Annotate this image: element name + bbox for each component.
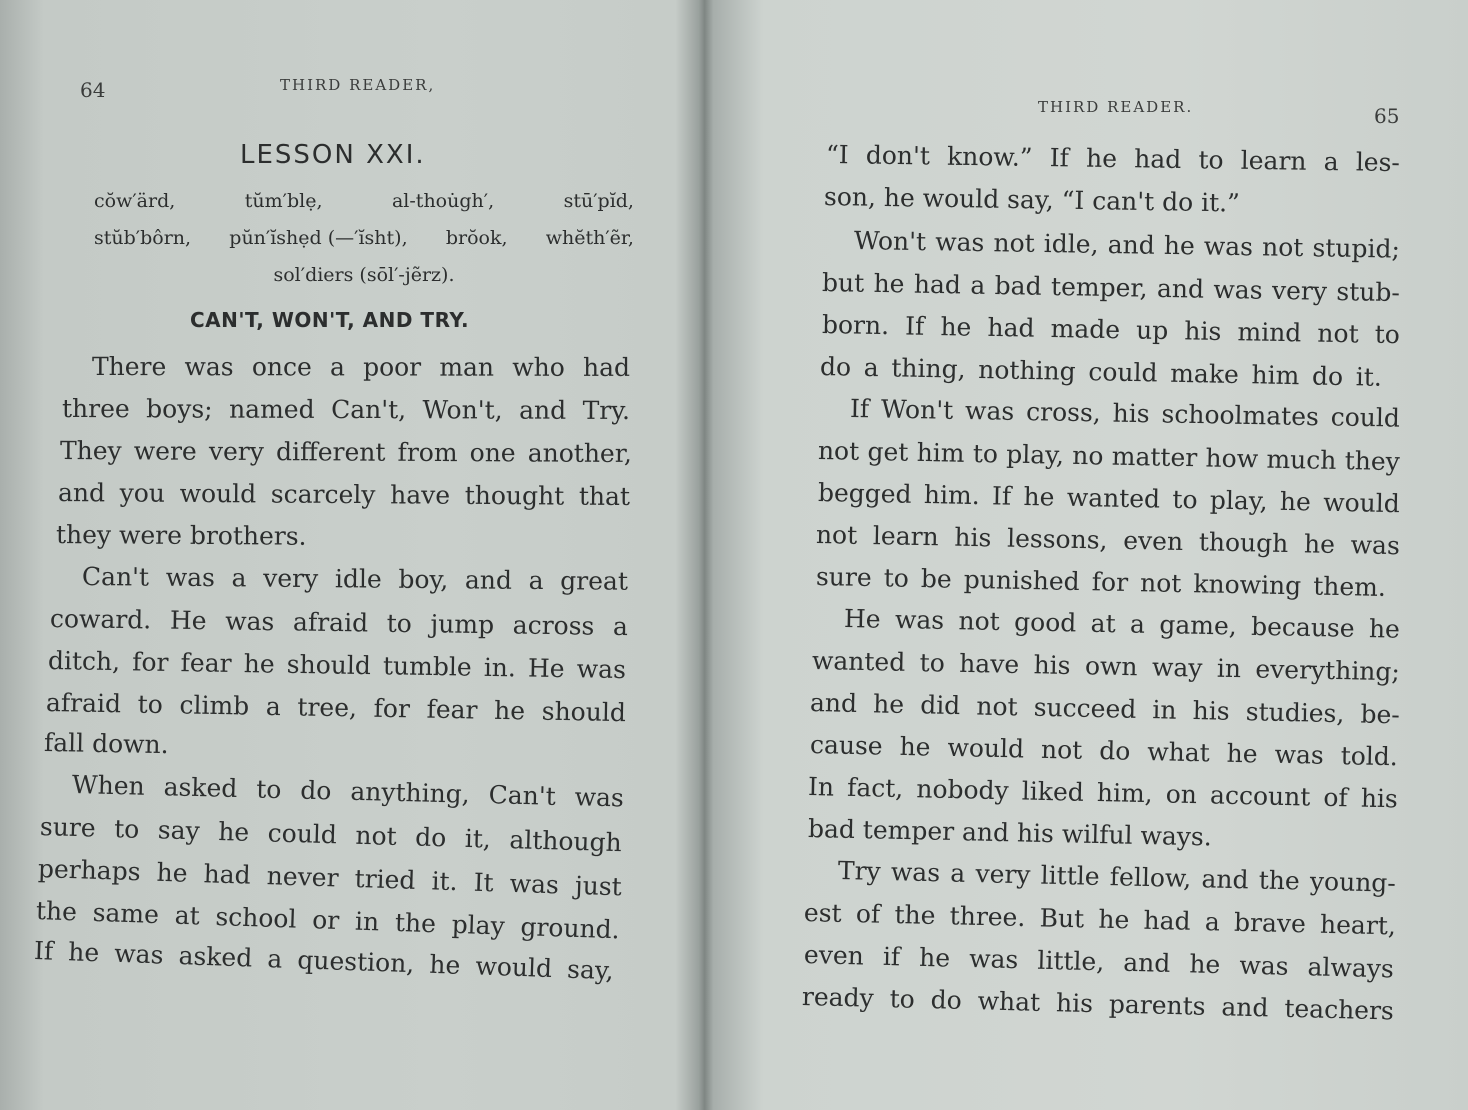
vocabulary-row — [94, 190, 634, 212]
vocab-word: pŭn′ĭshẹd (—′ĭsht), — [229, 227, 408, 249]
text-line: do a thing, nothing could make him do it. — [819, 352, 1383, 392]
text-line: If Won't was cross, his schoolmates could — [849, 394, 1401, 433]
vocab-word: cŏw′ärd, — [94, 190, 176, 212]
text-line: sure to be punished for not knowing them. — [815, 562, 1387, 602]
text-line: and he did not succeed in his studies, be- — [809, 688, 1401, 730]
text-line: They were very different from one another, — [59, 436, 633, 468]
text-line: Try was a very little fellow, and the young- — [837, 856, 1397, 898]
text-line: begged him. If he wanted to play, he would — [817, 478, 1401, 519]
text-line: and you would scarcely have thought that — [57, 478, 631, 511]
text-line: afraid to climb a tree, for fear he should — [45, 688, 627, 728]
text-line: three boys; named Can't, Won't, and Try. — [61, 394, 631, 425]
vocab-word: brŏok, — [445, 227, 508, 249]
text-line: “I don't know.” If he had to learn a les- — [825, 140, 1401, 178]
text-line: In fact, nobody liked him, on account of his — [807, 772, 1399, 814]
text-line: cause he would not do what he was told. — [809, 730, 1399, 772]
text-line: ready to do what his parents and teachers — [801, 982, 1395, 1026]
text-line: est of the three. But he had a brave heart, — [803, 898, 1397, 941]
text-line: not get him to play, no matter how much they — [817, 436, 1401, 477]
page-number: 64 — [80, 78, 106, 102]
text-line: ditch, for fear he should tumble in. He was — [47, 646, 627, 685]
text-line: the same at school or in the play ground. — [35, 896, 621, 945]
text-line: sure to say he could not do it, although — [39, 812, 623, 858]
running-head: THIRD READER. — [1038, 98, 1194, 116]
vocabulary-row — [94, 264, 634, 286]
lesson-title: LESSON XXI. — [240, 140, 426, 170]
left-page — [0, 0, 700, 1110]
vocab-word: sol′diers (sōl′-jẽrz). — [273, 264, 455, 286]
vocab-word: al-thou̇gh′, — [391, 190, 495, 212]
text-line: not learn his lessons, even though he was — [815, 520, 1401, 561]
text-line: wanted to have his own way in everything; — [811, 646, 1401, 687]
text-line: bad temper and his wilful ways. — [807, 814, 1213, 852]
text-line: He was not good at a game, because he — [843, 604, 1401, 644]
text-line: perhaps he had never tried it. It was just — [37, 854, 623, 902]
text-line: even if he was little, and he was always — [803, 940, 1395, 984]
text-line: born. If he had made up his mind not to — [821, 310, 1401, 350]
text-line: they were brothers. — [55, 520, 307, 551]
vocab-word: stū′pĭd, — [563, 190, 634, 212]
vocabulary-row — [94, 227, 634, 249]
text-line: coward. He was afraid to jump across a — [49, 604, 629, 642]
text-line: There was once a poor man who had — [91, 352, 631, 382]
running-head: THIRD READER, — [280, 76, 436, 94]
story-title: CAN'T, WON'T, AND TRY. — [190, 308, 470, 332]
text-line: but he had a bad temper, and was very stub- — [821, 268, 1401, 308]
text-line: Won't was not idle, and he was not stupid; — [853, 226, 1401, 264]
right-page — [704, 0, 1468, 1110]
text-line: Can't was a very idle boy, and a great — [81, 562, 629, 596]
text-line: fall down. — [43, 728, 169, 760]
vocab-word: whĕth′ẽr, — [545, 227, 634, 249]
vocab-word: tŭm′blẹ, — [244, 190, 323, 212]
page-number: 65 — [1374, 104, 1400, 128]
text-line: When asked to do anything, Can't was — [71, 770, 625, 813]
text-line: If he was asked a question, he would say, — [33, 936, 615, 986]
vocab-word: stŭb′bôrn, — [94, 227, 192, 249]
text-line: son, he would say, “I can't do it.” — [823, 182, 1241, 218]
